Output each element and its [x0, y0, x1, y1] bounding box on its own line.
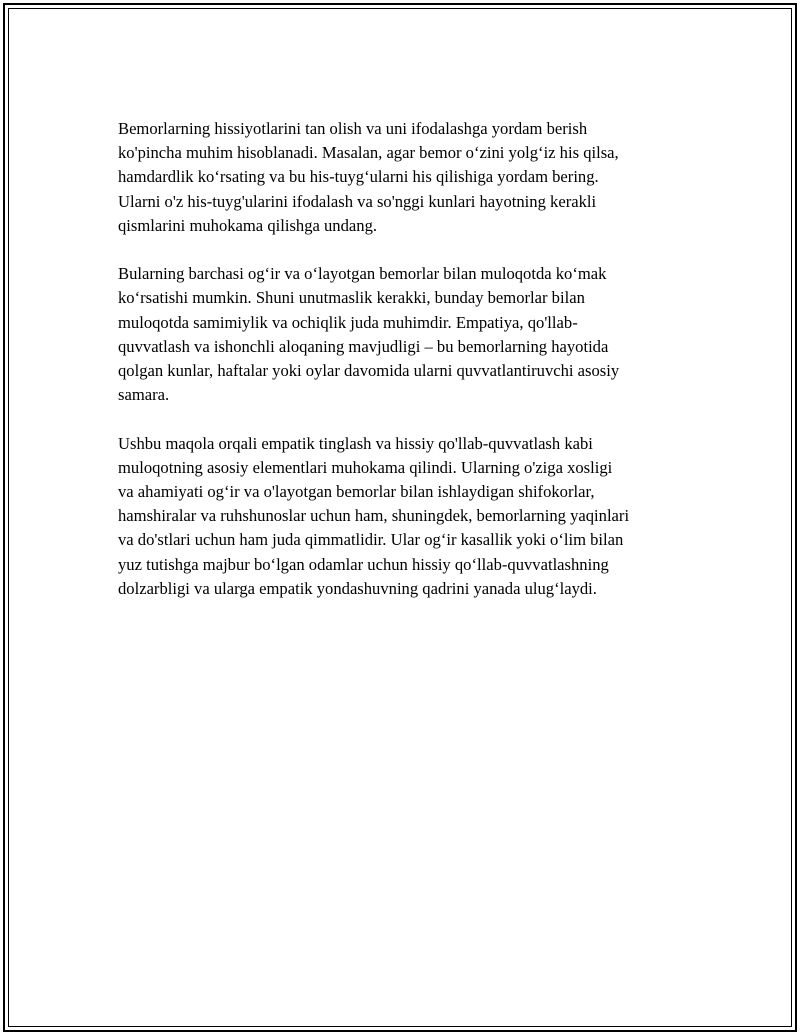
paragraph-1-line-5: qismlarini muhokama qilishga undang. [118, 215, 378, 235]
paragraph-3 [118, 432, 702, 601]
paragraph-1-line-3: hamdardlik ko‘rsating va bu his-tuyg‘ularni his qilishiga yordam bering. [118, 167, 599, 187]
paragraph-3-line-5: va do'stlari uchun ham juda qimmatlidir. Ular og‘ir kasallik yoki o‘lim bilan [118, 530, 624, 550]
paragraph-1-line-2: ko'pincha muhim hisoblanadi. Masalan, agar bemor o‘zini yolg‘iz his qilsa, [118, 143, 619, 163]
paragraph-2-line-3: muloqotda samimiylik va ochiqlik juda muhimdir. Empatiya, qo'llab- [118, 312, 578, 332]
paragraph-2-line-2: ko‘rsatishi mumkin. Shuni unutmaslik kerakki, bunday bemorlar bilan [118, 288, 585, 308]
paragraph-3-line-3: va ahamiyati og‘ir va o'layotgan bemorlar bilan ishlaydigan shifokorlar, [118, 482, 595, 502]
paragraph-3-line-6: yuz tutishga majbur bo‘lgan odamlar uchun hissiy qo‘llab-quvvatlashning [118, 554, 609, 574]
document-body [118, 117, 702, 625]
paragraph-3-line-7: dolzarbligi va ularga empatik yondashuvning qadrini yanada ulug‘laydi. [118, 578, 597, 598]
paragraph-2-line-5: qolgan kunlar, haftalar yoki oylar davomida ularni quvvatlantiruvchi asosiy [118, 361, 620, 381]
paragraph-1-line-4: Ularni o'z his-tuyg'ularini ifodalash va so'nggi kunlari hayotning kerakli [118, 191, 597, 211]
paragraph-3-line-4: hamshiralar va ruhshunoslar uchun ham, shuningdek, bemorlarning yaqinlari [118, 506, 630, 526]
paragraph-3-line-2: muloqotning asosiy elementlari muhokama qilindi. Ularning o'ziga xosligi [118, 457, 613, 477]
paragraph-2-line-1: Bularning barchasi og‘ir va o‘layotgan bemorlar bilan muloqotda ko‘mak [118, 264, 607, 284]
paragraph-1-line-1: Bemorlarning hissiyotlarini tan olish va uni ifodalashga yordam berish [118, 119, 588, 138]
paragraph-2-line-4: quvvatlash va ishonchli aloqaning mavjudligi – bu bemorlarning hayotida [118, 336, 609, 356]
paragraph-3-line-1: Ushbu maqola orqali empatik tinglash va hissiy qo'llab-quvvatlash kabi [118, 433, 593, 453]
paragraph-1 [118, 117, 702, 238]
paragraph-2 [118, 262, 702, 407]
paragraph-2-line-6: samara. [118, 385, 170, 405]
